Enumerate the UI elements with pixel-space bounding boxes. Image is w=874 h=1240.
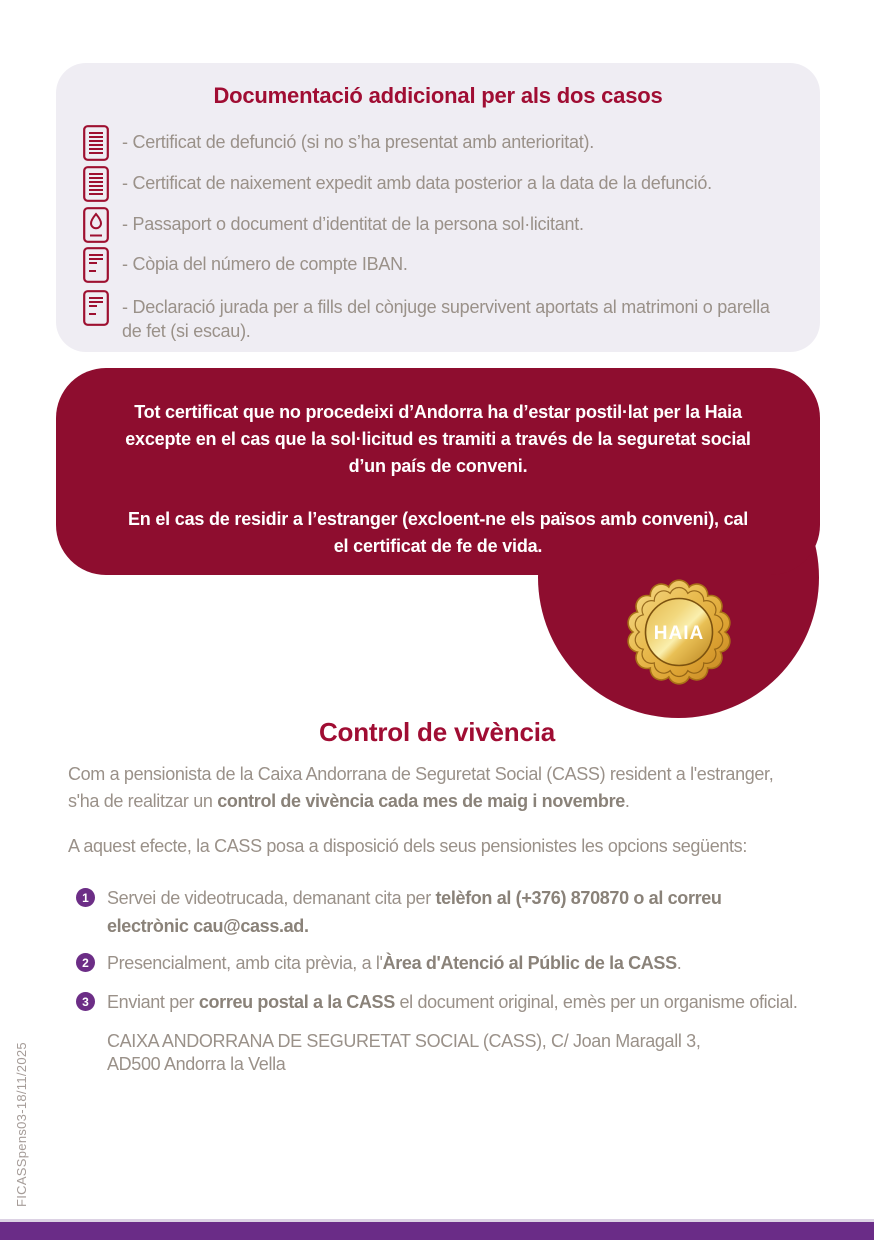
haia-notice-panel <box>56 368 820 575</box>
option-item-3 <box>76 988 798 1016</box>
doc-list-item <box>83 247 408 283</box>
document-reference-code: FICASSpens03-18/11/2025 <box>14 1042 29 1207</box>
option-item-1 <box>76 884 722 940</box>
option-text: el document original, emès per un organisme oficial. <box>394 992 798 1012</box>
intro-line2-pre: s'ha de realitzar un <box>68 791 218 811</box>
option-text-line <box>107 884 722 912</box>
notice-line: Tot certificat que no procedeixi d’Andorra ha d’estar postil·lat per la Haia <box>134 402 742 422</box>
doc-list-item <box>83 125 594 161</box>
option-number-badge: 3 <box>76 992 95 1011</box>
section-title: Control de vivència <box>318 717 556 747</box>
option-text-line <box>107 912 722 940</box>
intro-line2-post: . <box>624 791 630 811</box>
doc-list-item <box>83 166 712 202</box>
document-lines-icon <box>83 125 109 161</box>
option-text: . <box>676 953 682 973</box>
notice-line: excepte en el cas que la sol·licitud es tramiti a través de la seguretat social <box>125 429 751 449</box>
option-text-bold: Àrea d'Atenció al Públic de la CASS <box>382 953 677 973</box>
haia-seal-badge <box>624 577 734 687</box>
option-text-bold: correu postal a la CASS <box>198 992 395 1012</box>
option-text: Enviant per <box>107 992 199 1012</box>
intro-paragraph <box>68 761 858 815</box>
option-text-bold: electrònic cau@cass.ad. <box>107 916 309 936</box>
option-text-line <box>107 988 798 1016</box>
doc-item-text: - Còpia del número de compte IBAN. <box>122 254 408 274</box>
document-lines-icon <box>83 166 109 202</box>
passport-icon <box>83 207 109 243</box>
intro-line2-bold: control de vivència cada mes de maig i novembre <box>217 791 625 811</box>
option-text: Presencialment, amb cita prèvia, a l' <box>107 953 383 973</box>
notice-line: d’un país de conveni. <box>348 456 528 476</box>
option-number-badge: 1 <box>76 888 95 907</box>
doc-item-text: - Declaració jurada per a fills del cònjuge supervivent aportats al matrimoni o parella <box>122 297 770 317</box>
doc-item-text: - Certificat de defunció (si no s’ha presentat amb anterioritat). <box>122 132 594 152</box>
doc-item-text: - Certificat de naixement expedit amb data posterior a la data de la defunció. <box>122 173 712 193</box>
doc-item-text: de fet (si escau). <box>122 321 251 341</box>
option-number-badge: 2 <box>76 953 95 972</box>
address-line: AD500 Andorra la Vella <box>107 1054 286 1074</box>
notice-line: el certificat de fe de vida. <box>333 536 543 556</box>
doc-list-item <box>83 207 584 243</box>
document-text-icon <box>83 290 109 326</box>
notice-line: En el cas de residir a l’estranger (excloent-ne els països amb conveni), cal <box>127 509 749 529</box>
doc-list-item <box>83 290 770 343</box>
seal-label: HAIA <box>653 623 705 644</box>
document-text-icon <box>83 247 109 283</box>
option-text-bold: telèfon al (+376) 870870 o al correu <box>435 888 722 908</box>
options-lead: A aquest efecte, la CASS posa a disposició dels seus pensionistes les opcions següents: <box>68 836 747 856</box>
footer-bar <box>0 1222 874 1240</box>
address-line: CAIXA ANDORRANA DE SEGURETAT SOCIAL (CASS), C/ Joan Maragall 3, <box>107 1031 701 1051</box>
additional-docs-panel <box>56 63 820 352</box>
cass-address <box>107 1030 700 1076</box>
intro-line1: Com a pensionista de la Caixa Andorrana de Seguretat Social (CASS) resident a l'estranger, <box>68 764 774 784</box>
option-item-2 <box>76 949 681 977</box>
doc-item-text: - Passaport o document d’identitat de la persona sol·licitant. <box>122 214 584 234</box>
option-text: Servei de videotrucada, demanant cita per <box>107 888 436 908</box>
docs-panel-title: Documentació addicional per als dos casos <box>213 83 663 108</box>
option-text-line <box>107 949 681 977</box>
